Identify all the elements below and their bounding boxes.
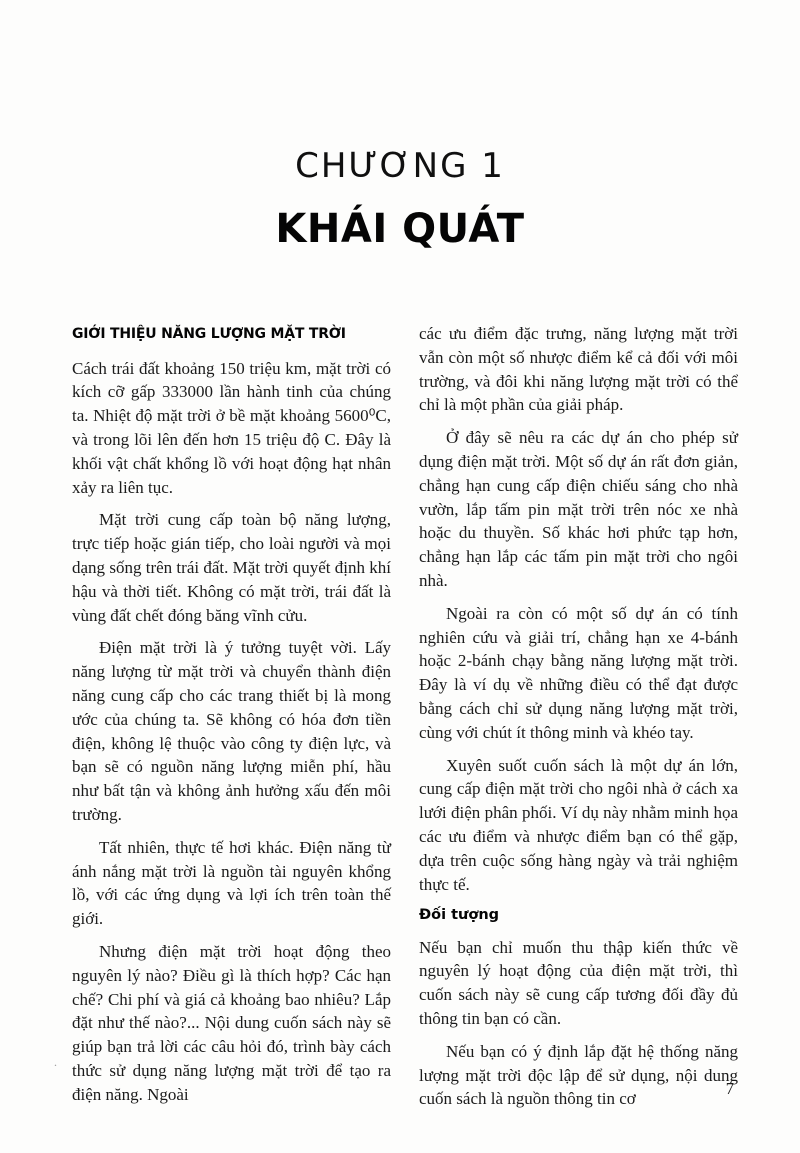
paragraph: Xuyên suốt cuốn sách là một dự án lớn, cung cấp điện mặt trời cho ngôi nhà ở cách xa lưới điện phân phối. Ví dụ này nhằm minh họa các ưu điểm và nhược điểm bạn có thể gặp, dựa trên cuộc sống hàng ngày và trải nghiệm thực tế.	[419, 755, 738, 894]
paragraph: Nếu bạn có ý định lắp đặt hệ thống năng lượng mặt trời độc lập để sử dụng, nội dung cuốn sách là nguồn thông tin cơ	[419, 1041, 738, 1109]
page-title: KHÁI QUÁT	[275, 206, 525, 252]
section-heading: GIỚI THIỆU NĂNG LƯỢNG MẶT TRỜI	[72, 326, 346, 342]
chapter-label: CHƯƠNG 1	[295, 146, 505, 186]
left-column	[72, 322, 391, 1120]
paragraph: Điện mặt trời là ý tưởng tuyệt vời. Lấy năng lượng từ mặt trời và chuyển thành điện năng cung cấp cho các trang thiết bị là mong ước của chúng ta. Sẽ không có hóa đơn tiền điện, không lệ thuộc vào công ty điện lực, và bạn sẽ có nguồn năng lượng miễn phí, hầu như bất tận và không ảnh hưởng xấu đến môi trường.	[72, 638, 391, 824]
two-column-body	[72, 322, 738, 1120]
paragraph: Nếu bạn chỉ muốn thu thập kiến thức về nguyên lý hoạt động của điện mặt trời, thì cuốn sách này sẽ cung cấp tương đối đầy đủ thông tin bạn có cần.	[419, 937, 738, 1029]
paragraph: Mặt trời cung cấp toàn bộ năng lượng, trực tiếp hoặc gián tiếp, cho loài người và mọi dạng sống trên trái đất. Mặt trời quyết định khí hậu và thời tiết. Không có mặt trời, trái đất là vùng đất chết đóng băng vĩnh cửu.	[72, 510, 391, 625]
paragraph: Nhưng điện mặt trời hoạt động theo nguyên lý nào? Điều gì là thích hợp? Các hạn chế? Chi phí và giá cả khoảng bao nhiêu? Lắp đặt như thế nào?... Nội dung cuốn sách này sẽ giúp bạn trả lời các câu hỏi đó, trình bày cách thức sử dụng năng lượng mặt trời để tạo ra điện năng. Ngoài	[72, 941, 391, 1104]
paragraph: các ưu điểm đặc trưng, năng lượng mặt trời vẫn còn một số nhược điểm kể cả đối với môi trường, và đôi khi năng lượng mặt trời có thể chỉ là một phần của giải pháp.	[419, 324, 738, 415]
scan-artifact-dot: .	[54, 1055, 57, 1069]
paragraph: Tất nhiên, thực tế hơi khác. Điện năng từ ánh nắng mặt trời là nguồn tài nguyên khổng lồ, với các ứng dụng và lợi ích trên toàn thế giới.	[72, 837, 391, 929]
paragraph: Cách trái đất khoảng 150 triệu km, mặt trời có kích cỡ gấp 333000 lần hành tinh của chúng ta. Nhiệt độ mặt trời ở bề mặt khoảng 5600⁰C, và trong lõi lên đến hơn 15 triệu độ C. Đây là khối vật chất khổng lồ với hoạt động hạt nhân xảy ra liên tục.	[72, 358, 391, 497]
page-number: 7	[725, 1079, 734, 1098]
sub-heading: Đối tượng	[419, 907, 500, 924]
right-column	[419, 322, 738, 1120]
paragraph: Ở đây sẽ nêu ra các dự án cho phép sử dụng điện mặt trời. Một số dự án rất đơn giản, chẳng hạn cung cấp điện chiếu sáng cho nhà vườn, lắp tấm pin mặt trời trên nóc xe nhà hoặc du thuyền. Số khác hơi phức tạp hơn, chẳng hạn lắp các tấm pin mặt trời cho ngôi nhà.	[419, 428, 738, 590]
paragraph: Ngoài ra còn có một số dự án có tính nghiên cứu và giải trí, chẳng hạn xe 4-bánh hoặc 2-bánh chạy bằng năng lượng mặt trời. Đây là ví dụ về những điều có thể đạt được bằng cách chỉ sử dụng năng lượng mặt trời, cùng với chút ít thông minh và khéo tay.	[419, 603, 738, 742]
